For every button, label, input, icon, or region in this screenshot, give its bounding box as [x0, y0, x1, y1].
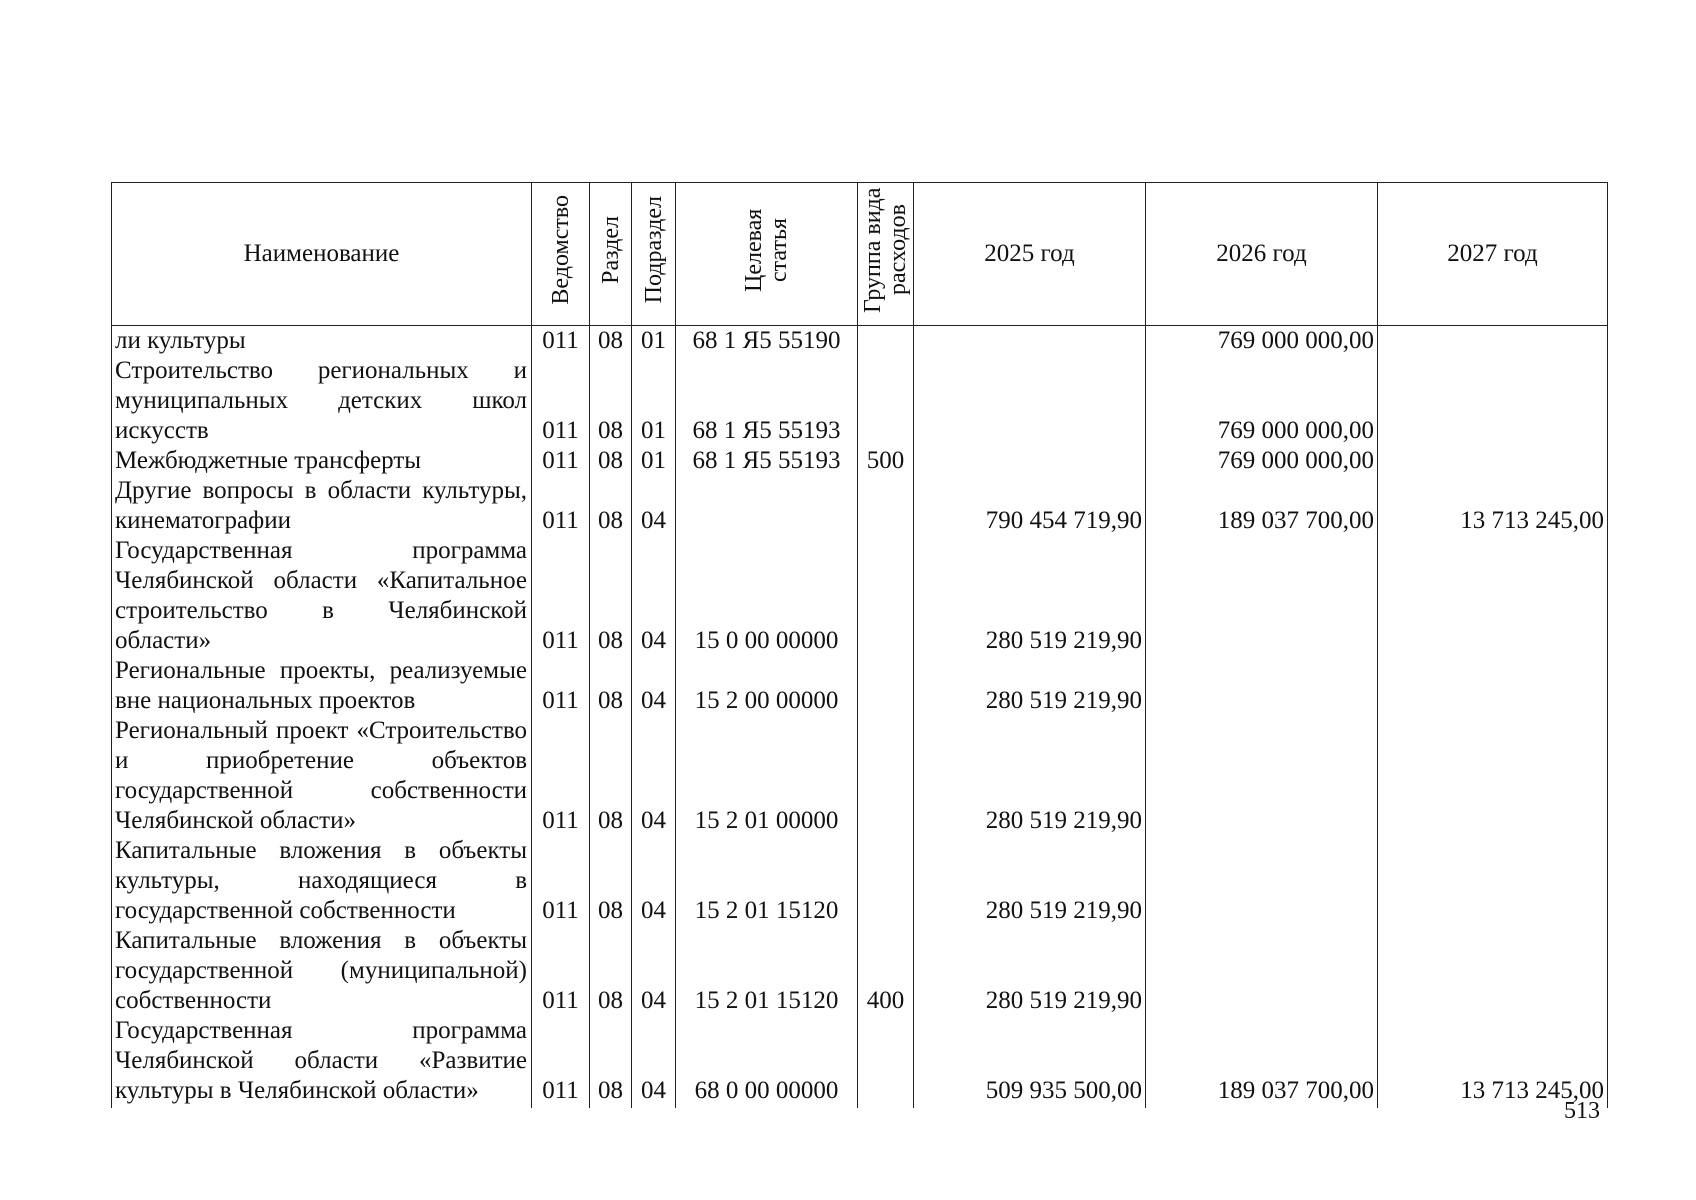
row-celevaya-statya: 68 1 Я5 55193 [676, 446, 858, 476]
row-razdel: 08 [590, 536, 632, 656]
row-podrazdel: 04 [632, 536, 676, 656]
header-name: Наименование [112, 183, 532, 326]
row-podrazdel: 01 [632, 356, 676, 446]
row-gruppa [858, 536, 914, 656]
row-2025 [914, 356, 1146, 446]
table-row [112, 536, 1608, 656]
row-2027: 13 713 245,00 [1378, 476, 1608, 536]
budget-table [111, 182, 1608, 1108]
header-razdel: Раздел [590, 183, 632, 326]
row-vedomstvo: 011 [532, 356, 590, 446]
row-podrazdel: 04 [632, 476, 676, 536]
row-celevaya-statya: 15 2 01 15120 [676, 836, 858, 926]
row-2027: 13 713 245,00 [1378, 1016, 1608, 1108]
row-podrazdel: 01 [632, 446, 676, 476]
row-2027 [1378, 716, 1608, 836]
row-2027 [1378, 656, 1608, 716]
row-celevaya-statya [676, 476, 858, 536]
table-row [112, 656, 1608, 716]
row-gruppa [858, 476, 914, 536]
row-name: Другие вопросы в области культуры, кинематографии [112, 476, 532, 536]
row-2027 [1378, 836, 1608, 926]
row-podrazdel: 04 [632, 926, 676, 1016]
row-razdel: 08 [590, 656, 632, 716]
row-2026: 769 000 000,00 [1146, 356, 1378, 446]
row-podrazdel: 01 [632, 326, 676, 357]
header-2027: 2027 год [1378, 183, 1608, 326]
row-podrazdel: 04 [632, 656, 676, 716]
table-row [112, 356, 1608, 446]
row-name: Государственная программа Челябинской области «Развитие культуры в Челябинской области» [112, 1016, 532, 1108]
table-row [112, 716, 1608, 836]
row-vedomstvo: 011 [532, 656, 590, 716]
header-gruppa-vida-rashodov: Группа вида расходов [858, 183, 914, 326]
row-name: Капитальные вложения в объекты культуры, находящиеся в государственной собственности [112, 836, 532, 926]
row-2026 [1146, 836, 1378, 926]
row-gruppa [858, 356, 914, 446]
row-2026: 189 037 700,00 [1146, 1016, 1378, 1108]
row-razdel: 08 [590, 326, 632, 357]
table-header-row [112, 183, 1608, 326]
row-gruppa [858, 716, 914, 836]
row-2025: 790 454 719,90 [914, 476, 1146, 536]
row-celevaya-statya: 15 2 01 15120 [676, 926, 858, 1016]
row-2025: 280 519 219,90 [914, 836, 1146, 926]
row-celevaya-statya: 15 0 00 00000 [676, 536, 858, 656]
row-2026 [1146, 536, 1378, 656]
row-razdel: 08 [590, 1016, 632, 1108]
row-name: ли культуры [112, 326, 532, 357]
row-2025 [914, 326, 1146, 357]
row-gruppa: 500 [858, 446, 914, 476]
row-2027 [1378, 326, 1608, 357]
row-gruppa [858, 326, 914, 357]
row-name: Региональные проекты, реализуемые вне национальных проектов [112, 656, 532, 716]
row-razdel: 08 [590, 836, 632, 926]
row-gruppa [858, 1016, 914, 1108]
row-2027 [1378, 356, 1608, 446]
row-2026 [1146, 656, 1378, 716]
table-row [112, 476, 1608, 536]
row-podrazdel: 04 [632, 716, 676, 836]
row-2025 [914, 446, 1146, 476]
row-razdel: 08 [590, 716, 632, 836]
row-vedomstvo: 011 [532, 536, 590, 656]
table-row [112, 446, 1608, 476]
row-2026: 769 000 000,00 [1146, 326, 1378, 357]
row-celevaya-statya: 15 2 01 00000 [676, 716, 858, 836]
row-vedomstvo: 011 [532, 1016, 590, 1108]
row-celevaya-statya: 68 0 00 00000 [676, 1016, 858, 1108]
row-2025: 280 519 219,90 [914, 716, 1146, 836]
header-2025: 2025 год [914, 183, 1146, 326]
row-2027 [1378, 446, 1608, 476]
row-2026 [1146, 926, 1378, 1016]
row-razdel: 08 [590, 446, 632, 476]
row-podrazdel: 04 [632, 1016, 676, 1108]
row-podrazdel: 04 [632, 836, 676, 926]
row-2025: 280 519 219,90 [914, 536, 1146, 656]
table-row [112, 1016, 1608, 1108]
row-gruppa [858, 656, 914, 716]
row-celevaya-statya: 68 1 Я5 55193 [676, 356, 858, 446]
row-vedomstvo: 011 [532, 926, 590, 1016]
row-2026: 189 037 700,00 [1146, 476, 1378, 536]
row-name: Межбюджетные трансферты [112, 446, 532, 476]
row-name: Капитальные вложения в объекты государственной (муниципальной) собственности [112, 926, 532, 1016]
header-celevaya-statya: Целевая статья [676, 183, 858, 326]
row-vedomstvo: 011 [532, 446, 590, 476]
table-row [112, 326, 1608, 357]
row-gruppa: 400 [858, 926, 914, 1016]
table-row [112, 926, 1608, 1016]
row-gruppa [858, 836, 914, 926]
row-2025: 280 519 219,90 [914, 926, 1146, 1016]
row-celevaya-statya: 15 2 00 00000 [676, 656, 858, 716]
row-name: Региональный проект «Строительство и приобретение объектов государственной собственности Челябинской области» [112, 716, 532, 836]
row-razdel: 08 [590, 356, 632, 446]
row-name: Государственная программа Челябинской области «Капитальное строительство в Челябинской области» [112, 536, 532, 656]
row-vedomstvo: 011 [532, 326, 590, 357]
row-2025: 280 519 219,90 [914, 656, 1146, 716]
row-vedomstvo: 011 [532, 836, 590, 926]
header-podrazdel: Подраздел [632, 183, 676, 326]
table-row [112, 836, 1608, 926]
header-2026: 2026 год [1146, 183, 1378, 326]
row-2026 [1146, 716, 1378, 836]
row-razdel: 08 [590, 476, 632, 536]
row-2027 [1378, 926, 1608, 1016]
row-2027 [1378, 536, 1608, 656]
row-celevaya-statya: 68 1 Я5 55190 [676, 326, 858, 357]
row-vedomstvo: 011 [532, 476, 590, 536]
page-number: 513 [1564, 1098, 1600, 1124]
row-2025: 509 935 500,00 [914, 1016, 1146, 1108]
row-name: Строительство региональных и муниципальных детских школ искусств [112, 356, 532, 446]
row-razdel: 08 [590, 926, 632, 1016]
header-vedomstvo: Ведомство [532, 183, 590, 326]
row-vedomstvo: 011 [532, 716, 590, 836]
row-2026: 769 000 000,00 [1146, 446, 1378, 476]
